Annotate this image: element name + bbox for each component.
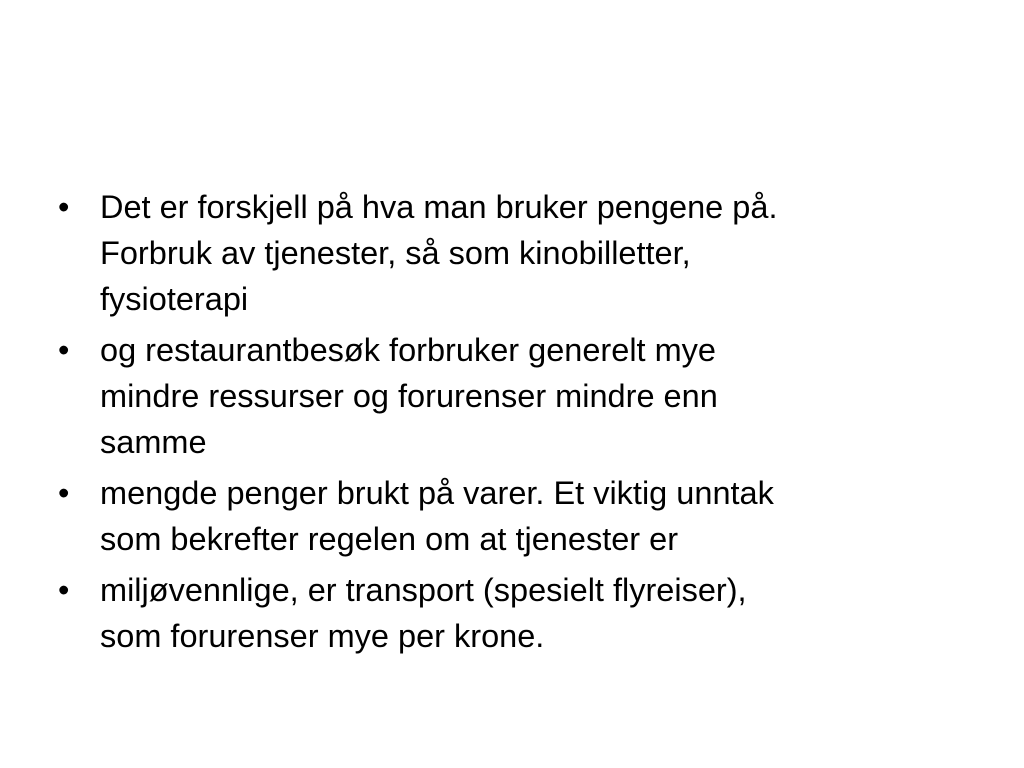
bullet-text-line: samme bbox=[100, 424, 207, 460]
bullet-list bbox=[58, 184, 958, 664]
bullet-text-line: mengde penger brukt på varer. Et viktig unntak bbox=[100, 475, 774, 511]
bullet-text-line: Forbruk av tjenester, så som kinobilletter, bbox=[100, 235, 691, 271]
bullet-text-line: og restaurantbesøk forbruker generelt mye bbox=[100, 332, 716, 368]
bullet-text-line: som forurenser mye per krone. bbox=[100, 618, 545, 654]
bullet-marker: • bbox=[58, 572, 70, 608]
bullet-text-line: fysioterapi bbox=[100, 281, 249, 317]
bullet-text-line: miljøvennlige, er transport (spesielt flyreiser), bbox=[100, 572, 747, 608]
bullet-text-line: som bekrefter regelen om at tjenester er bbox=[100, 521, 679, 557]
bullet-item bbox=[58, 470, 958, 562]
bullet-item bbox=[58, 184, 958, 322]
bullet-text-line: Det er forskjell på hva man bruker pengene på. bbox=[100, 189, 778, 225]
bullet-text-line: mindre ressurser og forurenser mindre enn bbox=[100, 378, 718, 414]
bullet-marker: • bbox=[58, 475, 70, 511]
bullet-marker: • bbox=[58, 332, 70, 368]
bullet-item bbox=[58, 567, 958, 659]
bullet-item bbox=[58, 327, 958, 465]
bullet-marker: • bbox=[58, 189, 70, 225]
